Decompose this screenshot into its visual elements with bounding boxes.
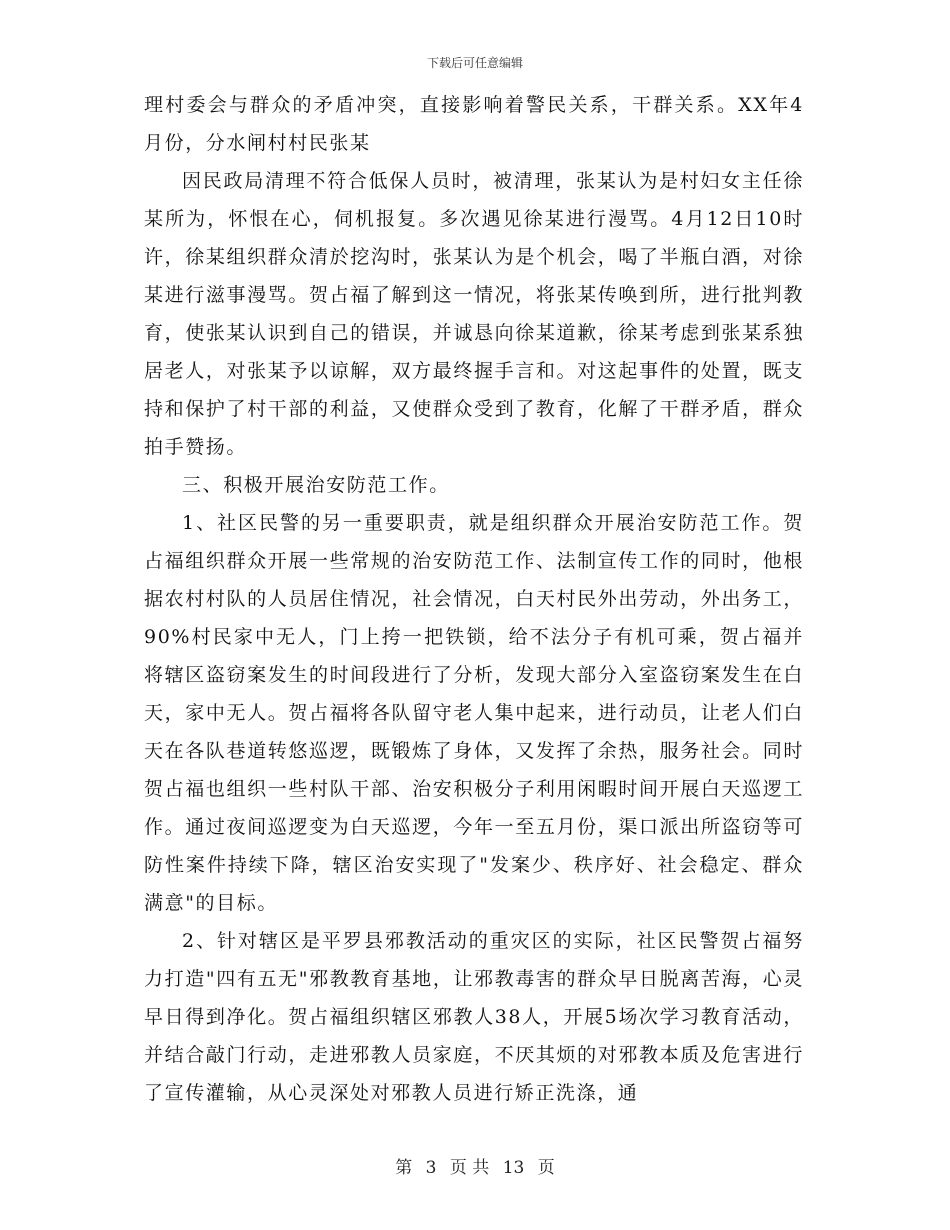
footer-page-number: 3 (425, 1158, 437, 1178)
footer-prefix: 第 (395, 1158, 413, 1178)
paragraph-1: 理村委会与群众的矛盾冲突，直接影响着警民关系，干群关系。XX年4月份，分水闸村村民张某 (144, 94, 804, 154)
paragraph-4: 1、社区民警的另一重要职责，就是组织群众开展治安防范工作。贺占福组织群众开展一些常规的治安防范工作、法制宣传工作的同时，他根据农村村队的人员居住情况，社会情况，白天村民外出劳动，外出务工，90%村民家中无人，门上挎一把铁锁，给不法分子有机可乘，贺占福并将辖区盗窃案发生的时间段进行了分析，发现大部分入室盗窃案发生在白天，家中无人。贺占福将各队留守老人集中起来，进行动员，让老人们白天在各队巷道转悠巡逻，既锻炼了身体，又发挥了余热，服务社会。同时贺占福也组织一些村队干部、治安积极分子利用闲暇时间开展白天巡逻工作。通过夜间巡逻变为白天巡逻，今年一至五月份，渠口派出所盗窃等可防性案件持续下降，辖区治安实现了"发案少、秩序好、社会稳定、群众满意"的目标。 (144, 512, 804, 914)
paragraph-5: 2、针对辖区是平罗县邪教活动的重灾区的实际，社区民警贺占福努力打造"四有五无"邪教教育基地，让邪教毒害的群众早日脱离苦海，心灵早日得到净化。贺占福组织辖区邪教人38人，开展5场次学习教育活动，并结合敲门行动，走进邪教人员家庭，不厌其烦的对邪教本质及危害进行了宣传灌输，从心灵深处对邪教人员进行矫正洗涤，通 (144, 930, 804, 1104)
document-body (144, 86, 804, 1112)
footer-suffix: 页 (537, 1158, 555, 1178)
section-heading: 三、积极开展治安防范工作。 (182, 474, 450, 496)
header-text: 下载后可任意编辑 (426, 56, 523, 70)
page-footer (0, 1153, 950, 1178)
page-header (0, 54, 950, 71)
footer-middle: 页 共 (449, 1158, 490, 1178)
paragraph-2: 因民政局清理不符合低保人员时，被清理，张某认为是村妇女主任徐某所为，怀恨在心，伺机报复。多次遇见徐某进行漫骂。4月12日10时许，徐某组织群众清於挖沟时，张某认为是个机会，喝了半瓶白酒，对徐某进行滋事漫骂。贺占福了解到这一情况，将张某传唤到所，进行批判教育，使张某认识到自己的错误，并诚恳向徐某道歉，徐某考虑到张某系独居老人，对张某予以谅解，双方最终握手言和。对这起事件的处置，既支持和保护了村干部的利益，又使群众受到了教育，化解了干群矛盾，群众拍手赞扬。 (144, 170, 804, 458)
footer-total-pages: 13 (502, 1158, 525, 1178)
